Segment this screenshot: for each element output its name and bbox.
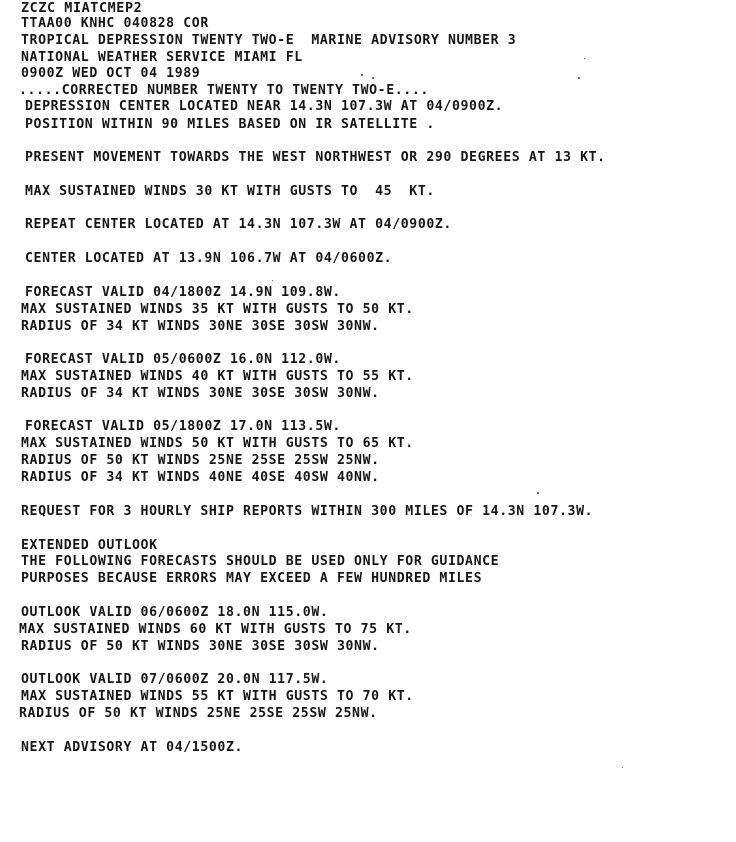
scan-speck: [622, 767, 623, 768]
scan-speck: [361, 74, 363, 76]
forecast-winds: MAX SUSTAINED WINDS 40 KT WITH GUSTS TO 55 KT.: [21, 369, 414, 384]
current-winds: MAX SUSTAINED WINDS 30 KT WITH GUSTS TO 45 KT.: [25, 184, 435, 199]
forecast-winds: MAX SUSTAINED WINDS 35 KT WITH GUSTS TO 50 KT.: [21, 302, 414, 317]
header-routing-code: ZCZC MIATCMEP2: [21, 1, 143, 16]
extended-disclaimer: PURPOSES BECAUSE ERRORS MAY EXCEED A FEW HUNDRED MILES: [21, 571, 483, 586]
outlook-valid: OUTLOOK VALID 06/0600Z 18.0N 115.0W.: [21, 605, 329, 620]
issuing-office: NATIONAL WEATHER SERVICE MIAMI FL: [21, 50, 303, 65]
outlook-winds: MAX SUSTAINED WINDS 60 KT WITH GUSTS TO 75 KT.: [19, 622, 412, 637]
issue-time: 0900Z WED OCT 04 1989: [21, 66, 201, 81]
next-advisory: NEXT ADVISORY AT 04/1500Z.: [21, 740, 244, 755]
outlook-radius-50: RADIUS OF 50 KT WINDS 25NE 25SE 25SW 25NW.: [19, 706, 378, 721]
outlook-radius-50: RADIUS OF 50 KT WINDS 30NE 30SE 30SW 30NW.: [21, 639, 380, 654]
forecast-radius-34: RADIUS OF 34 KT WINDS 40NE 40SE 40SW 40NW.: [21, 470, 380, 485]
repeat-center: REPEAT CENTER LOCATED AT 14.3N 107.3W AT 04/0900Z.: [25, 217, 452, 232]
forecast-radius-34: RADIUS OF 34 KT WINDS 30NE 30SE 30SW 30NW.: [21, 319, 380, 334]
ship-report-request: REQUEST FOR 3 HOURLY SHIP REPORTS WITHIN 300 MILES OF 14.3N 107.3W.: [21, 504, 594, 519]
extended-disclaimer: THE FOLLOWING FORECASTS SHOULD BE USED ONLY FOR GUIDANCE: [21, 554, 500, 569]
scan-speck: [372, 77, 374, 79]
header-wmo-id: TTAA00 KNHC 040828 COR: [21, 16, 209, 31]
scan-speck: [272, 280, 273, 281]
position-accuracy: POSITION WITHIN 90 MILES BASED ON IR SATELLITE .: [25, 117, 435, 132]
scan-speck: [584, 58, 585, 59]
advisory-title: TROPICAL DEPRESSION TWENTY TWO-E MARINE ADVISORY NUMBER 3: [21, 33, 517, 48]
present-movement: PRESENT MOVEMENT TOWARDS THE WEST NORTHWEST OR 290 DEGREES AT 13 KT.: [25, 150, 606, 165]
forecast-valid: FORECAST VALID 04/1800Z 14.9N 109.8W.: [25, 285, 341, 300]
scan-speck: [578, 77, 580, 79]
scan-speck: [537, 492, 539, 494]
extended-outlook-title: EXTENDED OUTLOOK: [21, 538, 158, 553]
forecast-valid: FORECAST VALID 05/0600Z 16.0N 112.0W.: [25, 352, 341, 367]
correction-note: .....CORRECTED NUMBER TWENTY TO TWENTY TWO-E....: [19, 83, 429, 98]
outlook-winds: MAX SUSTAINED WINDS 55 KT WITH GUSTS TO 70 KT.: [21, 689, 414, 704]
prior-center: CENTER LOCATED AT 13.9N 106.7W AT 04/0600Z.: [25, 251, 393, 266]
forecast-radius-50: RADIUS OF 50 KT WINDS 25NE 25SE 25SW 25NW.: [21, 453, 380, 468]
forecast-valid: FORECAST VALID 05/1800Z 17.0N 113.5W.: [25, 419, 341, 434]
forecast-winds: MAX SUSTAINED WINDS 50 KT WITH GUSTS TO 65 KT.: [21, 436, 414, 451]
outlook-valid: OUTLOOK VALID 07/0600Z 20.0N 117.5W.: [21, 672, 329, 687]
center-position: DEPRESSION CENTER LOCATED NEAR 14.3N 107.3W AT 04/0900Z.: [25, 99, 504, 114]
forecast-radius-34: RADIUS OF 34 KT WINDS 30NE 30SE 30SW 30NW.: [21, 386, 380, 401]
